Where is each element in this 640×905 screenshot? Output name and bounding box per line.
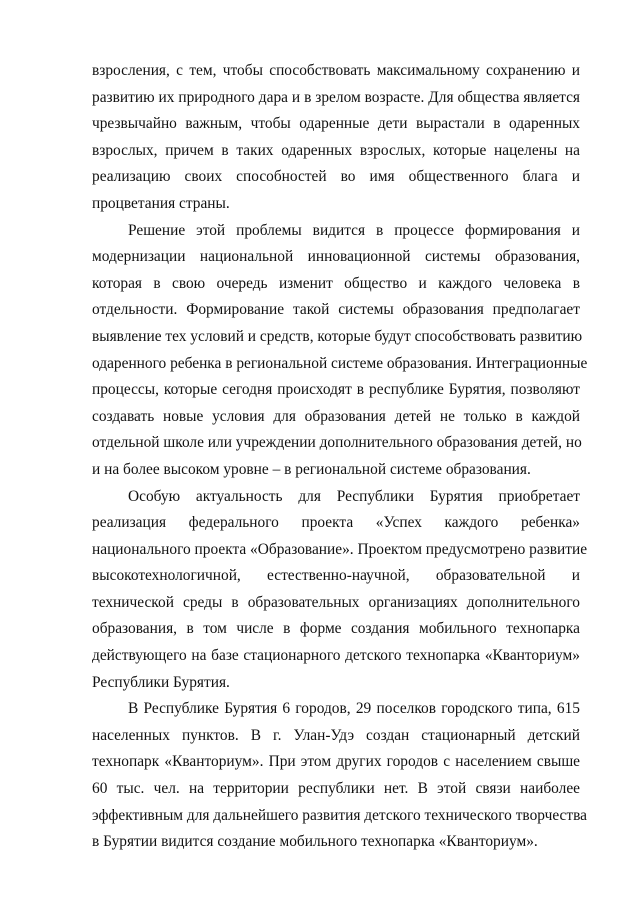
- paragraph-3: [92, 484, 588, 697]
- text-line: высокотехнологичной, естественно-научной, образовательной и: [92, 567, 580, 585]
- text-line: населенных пунктов. В г. Улан-Удэ создан стационарный детский: [92, 726, 580, 744]
- text-line: эффективным для дальнейшего развития детского технического творчества: [92, 806, 588, 824]
- paragraph-1: [92, 58, 580, 218]
- text-line: и на более высоком уровне – в региональной системе образования.: [92, 460, 531, 478]
- text-line: чрезвычайно важным, чтобы одаренные дети вырастали в одаренных: [92, 115, 580, 133]
- text-line: технопарк «Кванториум». При этом других городов с населением свыше: [92, 753, 580, 771]
- text-line: В Республике Бурятия 6 городов, 29 поселков городского типа, 615: [128, 700, 580, 718]
- text-line: национального проекта «Образование». Проектом предусмотрено развитие: [92, 540, 588, 558]
- text-line: выявление тех условий и средств, которые будут способствовать развитию: [92, 327, 583, 345]
- text-line: процессы, которые сегодня происходят в республике Бурятия, позволяют: [92, 381, 580, 399]
- text-line: взросления, с тем, чтобы способствовать максимальному сохранению и: [92, 62, 580, 79]
- text-line: технической среды в образовательных организациях дополнительного: [92, 593, 580, 611]
- text-line: Республики Бурятия.: [92, 673, 230, 691]
- text-line: создавать новые условия для образования детей не только в каждой: [92, 407, 580, 425]
- text-line: Решение этой проблемы видится в процессе формирования и: [128, 221, 580, 239]
- text-line: действующего на базе стационарного детского технопарка «Кванториум»: [92, 647, 580, 665]
- text-line: отдельной школе или учреждении дополнительного образования детей, но: [92, 434, 582, 452]
- text-line: одаренного ребенка в региональной системе образования. Интеграционные: [92, 354, 588, 372]
- text-line: модернизации национальной инновационной системы образования,: [92, 248, 580, 266]
- document-page: [92, 58, 588, 856]
- text-line: 60 тыс. чел. на территории республики нет. В этой связи наиболее: [92, 780, 580, 798]
- text-line: Особую актуальность для Республики Бурятия приобретает: [128, 487, 580, 505]
- text-line: процветания страны.: [92, 194, 230, 212]
- text-line: отдельности. Формирование такой системы образования предполагает: [92, 301, 580, 319]
- paragraph-4: [92, 696, 588, 856]
- text-line: в Бурятии видится создание мобильного технопарка «Кванториум».: [92, 833, 538, 851]
- text-line: образования, в том числе в форме создания мобильного технопарка: [92, 620, 580, 638]
- text-line: реализация федерального проекта «Успех каждого ребенка»: [92, 514, 580, 532]
- text-line: взрослых, причем в таких одаренных взрослых, которые нацелены на: [92, 141, 580, 159]
- text-line: которая в свою очередь изменит общество и каждого человека в: [92, 274, 580, 292]
- text-line: реализацию своих способностей во имя общественного блага и: [92, 168, 580, 186]
- paragraph-2: [92, 218, 588, 484]
- text-line: развитию их природного дара и в зрелом возрасте. Для общества является: [92, 88, 580, 106]
